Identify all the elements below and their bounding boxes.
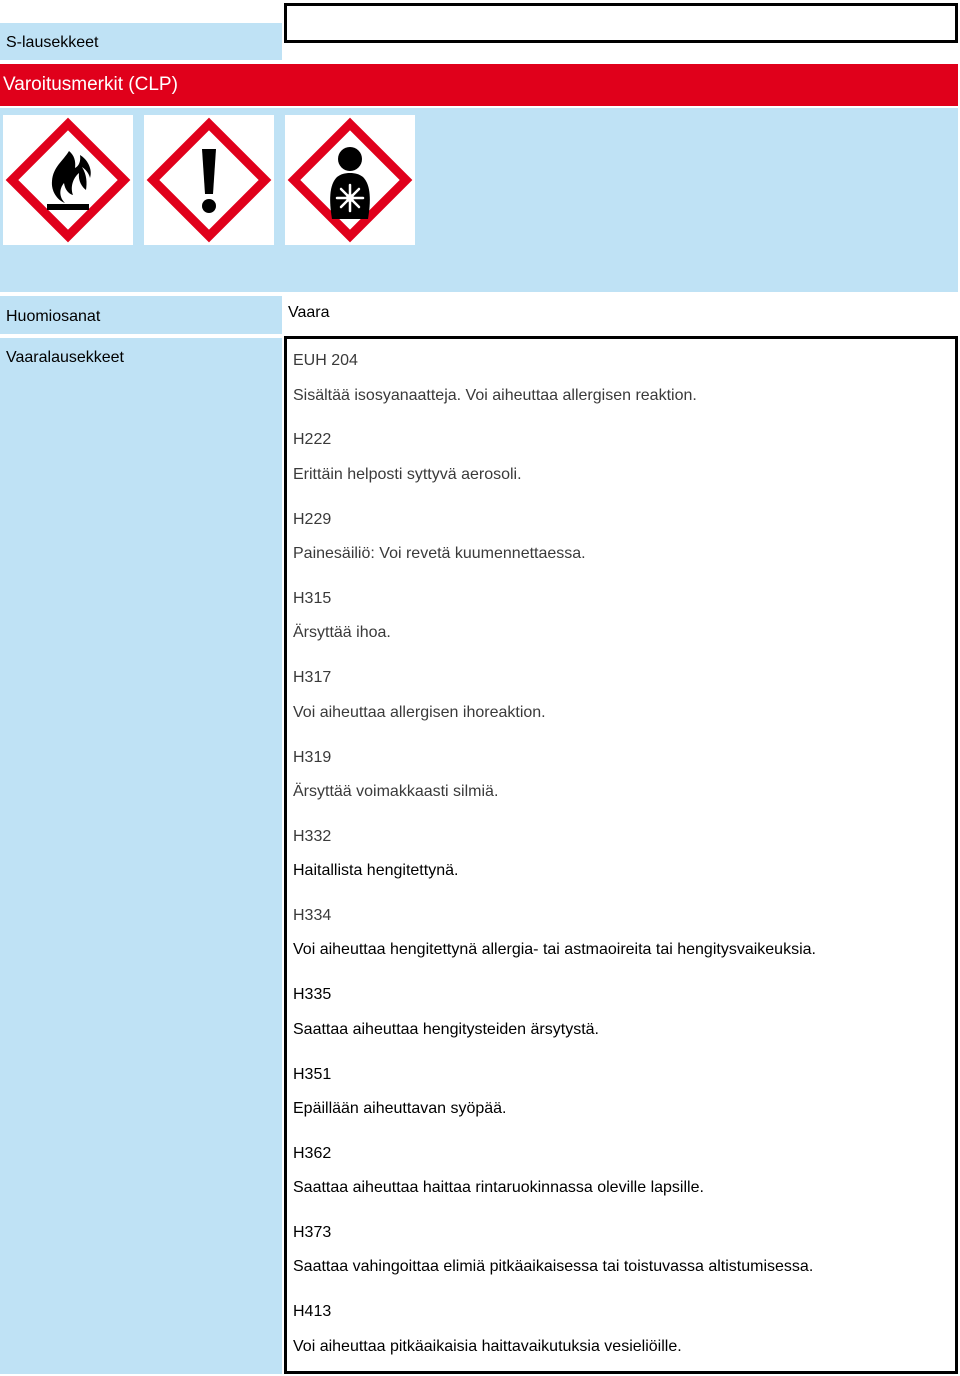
- hazard-text: Voi aiheuttaa hengitettynä allergia- tai astmaoireita tai hengitysvaikeuksia.: [293, 941, 816, 958]
- health-hazard-pictogram-icon: [285, 115, 415, 245]
- hazard-code: H335: [293, 986, 332, 1003]
- hazard-text: Saattaa aiheuttaa hengitysteiden ärsytystä.: [293, 1021, 599, 1038]
- hazard-code: H229: [293, 511, 332, 528]
- hazard-code: H351: [293, 1066, 332, 1083]
- hazard-text: Sisältää isosyanaatteja. Voi aiheuttaa allergisen reaktion.: [293, 387, 697, 404]
- pictogram-area: [0, 108, 958, 292]
- hazard-text: Erittäin helposti syttyvä aerosoli.: [293, 466, 522, 483]
- hazard-code: H332: [293, 828, 332, 845]
- hazard-text: Ärsyttää voimakkaasti silmiä.: [293, 783, 499, 800]
- hazard-code: H315: [293, 590, 332, 607]
- signal-word-label: Huomiosanat: [0, 296, 282, 334]
- hazard-text: Painesäiliö: Voi revetä kuumennettaessa.: [293, 545, 586, 562]
- s-statements-box: [284, 3, 958, 43]
- hazard-code: H334: [293, 907, 332, 924]
- hazard-code: H319: [293, 749, 332, 766]
- hazard-text: Saattaa aiheuttaa haittaa rintaruokinnassa oleville lapsille.: [293, 1179, 704, 1196]
- hazard-code: H362: [293, 1145, 332, 1162]
- hazard-text: Haitallista hengitettynä.: [293, 862, 459, 879]
- hazard-text: Voi aiheuttaa allergisen ihoreaktion.: [293, 704, 546, 721]
- hazard-text: Epäillään aiheuttavan syöpää.: [293, 1100, 507, 1117]
- s-statements-label: S-lausekkeet: [0, 23, 282, 60]
- hazard-text: Voi aiheuttaa pitkäaikaisia haittavaikutuksia vesieliöille.: [293, 1338, 682, 1355]
- hazard-statements-label: Vaaralausekkeet: [0, 338, 282, 1374]
- flame-pictogram-icon: [3, 115, 133, 245]
- hazard-code: H373: [293, 1224, 332, 1241]
- hazard-text: Saattaa vahingoittaa elimiä pitkäaikaisessa tai toistuvassa altistumisessa.: [293, 1258, 814, 1275]
- hazard-code: H317: [293, 669, 332, 686]
- hazard-text: Ärsyttää ihoa.: [293, 624, 391, 641]
- clp-header: Varoitusmerkit (CLP): [0, 64, 958, 106]
- hazard-code: H413: [293, 1303, 332, 1320]
- exclamation-pictogram-icon: [144, 115, 274, 245]
- signal-word-value: Vaara: [288, 304, 330, 321]
- hazard-statements-box: [284, 336, 958, 1374]
- hazard-code: H222: [293, 431, 332, 448]
- hazard-code: EUH 204: [293, 352, 358, 369]
